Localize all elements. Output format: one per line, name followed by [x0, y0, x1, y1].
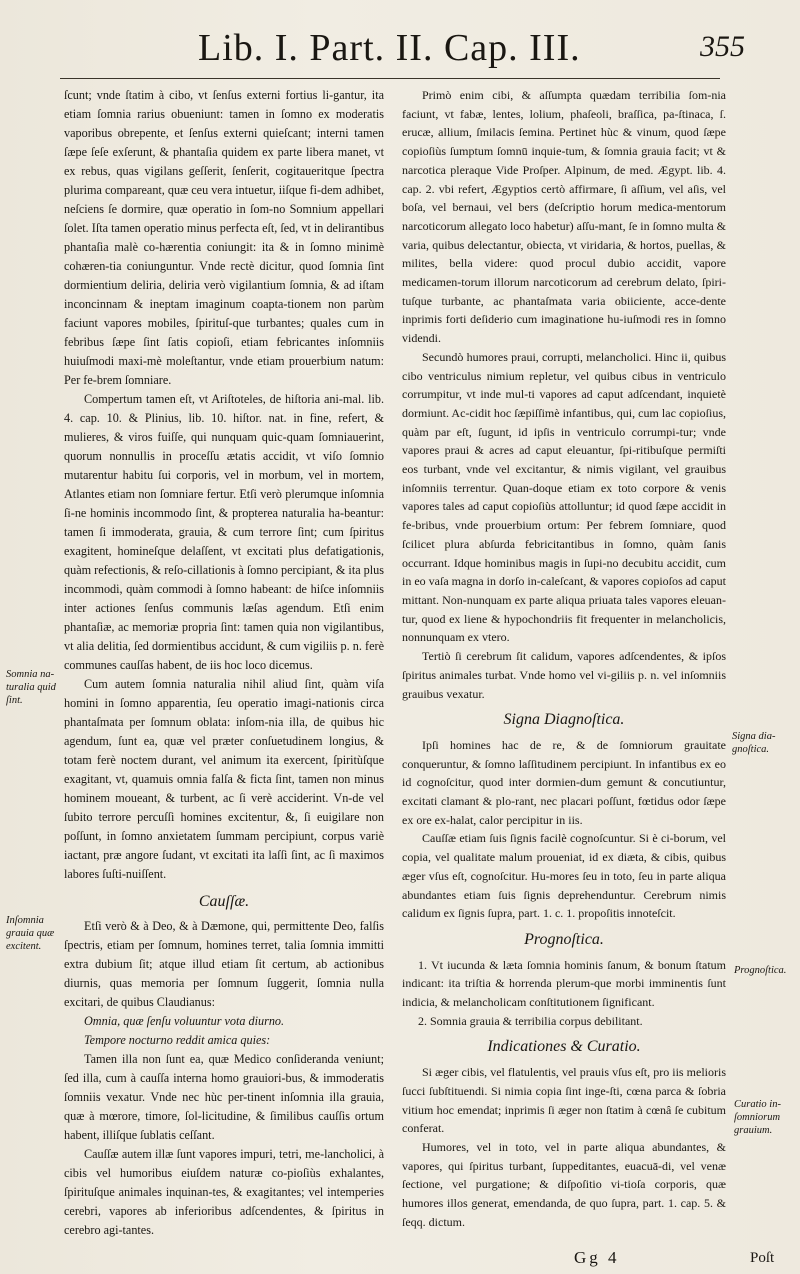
claudian-quote — [64, 1012, 384, 1050]
margin-note-signa-diagnostica: Signa dia-gnoſtica. — [732, 731, 776, 755]
poem-line-1: Omnia, quæ ſenſu voluuntur vota diurno. — [84, 1014, 285, 1028]
margin-note-prognostica: Prognoſtica. — [734, 965, 787, 976]
left-paragraph-1: ſcunt; vnde ſtatim à cibo, vt ſenſus externi fortius li-gantur, ita etiam ſomnia rarius obueniunt: tamen in ſomno ex moderatis vaporibus obrepente, et ſenſus externi quieſcant; interni tamen ſæpe ſeſe exſerunt, & phantaſia quidem ex parte libera manet, vt ex rebus, quas vigilans geſſerit, ſenſerit, cogitaueritque ſpectra plurima compareant, quæ ceu vera intuetur, iiſque fi-dem adhibet, neſciens ſe dormire, quæ operatio in ſom-no Somnium appellari ſolet. Iſta tamen operatio minus perfecta eſt, ſed, vt in delirantibus phantaſia malè co-hærentia coniungit: ita & in ſomno minimè cohæren-tia coniunguntur. Vnde rectè dicitur, quod ſomnia ſint dormientium deliria, deliria verò vigilantium ſomnia, & ad iſtam inconcinnam & ineptam imaginum coapta-tionem non parùm faciunt vapores mobiles, ſpirituſ-que turbantes; quales cum in febribus ſæpe ſint ſatis copioſi, etiam febricantes inſomniis huiuſmodi maxi-mè moleſtantur, vnde etiam prouerbium natum: Per fe-brem ſomniare. — [64, 88, 384, 387]
signa-paragraph-1: Ipſi homines hac de re, & de ſomniorum grauitate conqueruntur, & ſomno laſſitudinem percipiunt. In infantibus ex eo id cognoſcitur, quod inter dormien-dum gemunt & concutiuntur, excitati clamant & plo-rant, nec placari poſſunt, fœtidus odor ſæpe ex ore ex-halat, calor percipitur in iis. — [402, 737, 726, 827]
prognostica-item-1: 1. Vt iucunda & læta ſomnia hominis ſanum, & bonum ſtatum indicant: ita triſtia & horrenda plerum-que morbi imminentis ſunt indicia, & melancholicam conſtitutionem ſignificant. — [402, 957, 726, 1010]
curatio-paragraph-2: Humores, vel in toto, vel in parte aliqua abundantes, & vapores, qui ſpiritus turbant, ſuppeditantes, euacuā-di, vel venæ ſectione, vel purgatione; & diſpoſitio vi-tioſa corporis, quæ humores illos generat, emendanda, de quo ſupra, part. 1. cap. 5. & ſeqq. dictum. — [402, 1139, 726, 1229]
heading-signa-diagnostica: Signa Diagnoſtica. — [503, 711, 625, 729]
heading-prognostica: Prognoſtica. — [524, 930, 604, 948]
header-rule — [60, 78, 720, 79]
poem-line-2: Tempore nocturno reddit amica quies: — [84, 1033, 271, 1047]
running-title: Lib. I. Part. II. Cap. III. — [198, 27, 581, 69]
heading-indicationes: Indicationes & Curatio. — [487, 1038, 641, 1056]
catchword: Poſt — [750, 1250, 775, 1266]
right-column — [402, 86, 726, 1231]
left-causae-paragraph: Etſi verò & à Deo, & à Dæmone, qui, permittente Deo, falſis ſpectris, etiam per ſomnum, homines terret, talia ſomnia immitti extra dubium ſit; atque illud etiam ſit certum, ab actionibus diurnis, quas memoria per ſomnum ſuggerit, ſomnia nulla excitari, de quibus Claudianus: — [64, 919, 384, 1009]
right-paragraph-1: Primò enim cibi, & aſſumpta quædam terribilia ſom-nia faciunt, vt fabæ, lentes, lolium, phaſeoli, braſſica, pa-ſtinaca, ſ. erucæ, allium, ſmilacis ſemina. Pertinet hùc & vinum, quod ſæpe copioſiùs ſumptum ſomnū inquie-tum, & ſomnia grauia facit; vt & narcotica pleraque Vide Proſper. Alpinum, de med. Ægypt. lib. 4. cap. 2. vbi refert, Ægyptios certò affirmare, ſi aſſium, vel aſis, vel boſa, vel bernaui, vel bers (deſcriptio horum medica-mentorum narcoticorum allegato loco habetur) aſſu-mant, ſe in ſomno multa & varia, quibus delectantur, obiecta, vt viridaria, & hortos, puellas, & milites, bella videre: quod procul dubio accidit, vapore medicamen-torum illorum narcoticorum ad cerebrum delato, ſpiri-tuſque turbante, ac phantaſmata varia obiiciente, acce-dente inprimis forti deſiderio cum imaginatione hu-iuſmodi res in ſomno videndi. — [402, 88, 726, 346]
left-paragraph-2: Compertum tamen eſt, vt Ariſtoteles, de hiſtoria ani-mal. lib. 4. cap. 10. & Plinius, lib. 10. hiſtor. nat. in fine, refert, & mulieres, & viros fuiſſe, qui nunquam quic-quam ſomniauerint, quorum nonnullis in proceſſu ætatis accidit, vt viſo ſomnio mutarentur habitu ſui corporis, vel in morbum, vel in mortem, Atlantes etiam non ſomniare fertur. Etſi verò plerumque inſomnia ſi-ne hominis incommodo ſint, & propterea naturalia ha-beantur: tamen ſi immoderata, grauia, & cum terrore ſint; cum ſpiritus exagitent, homineſque delaſſent, vt excitati plus defatigationis, quàm refectionis, & reſo-cillationis à ſomno percipiant, & ita plus incommodi, quàm commodi à ſomno habeant: de hiſce inſomniis inter actiones ſenſus communis læſas agendum. Etſi enim phantaſiæ, ac memoriæ propria ſint: tamen quia non vigilantibus, vt alia delitia, ſed dormientibus accidunt, & cum vigiliis p. n. ferè communes cauſſas habent, de iis hoc loco dicemus. — [64, 392, 384, 672]
prognostica-item-2: 2. Somnia grauia & terribilia corpus debilitant. — [418, 1013, 643, 1028]
margin-note-insomnia-grauia: Inſomnia grauia quæ excitent. — [6, 915, 55, 952]
right-paragraph-2: Secundò humores praui, corrupti, melancholici. Hinc ii, quibus cibo ventriculus nimium repletur, vel quibus cibus in ventriculo corrumpitur, vt inde mul-ti vapores ad caput adſcendant, inquietè dormiunt. Ac-cidit hoc ſæpiſſimè infantibus, qui, cum lac copioſius, quàm par eſt, ſugunt, id ipſis in ventriculo corrumpi-tur; vnde vapores praui & acres ad caput eleuantur, ſpi-ritibuſque permiſti eos turbant, vnde vel excitantur, & nimis vigilant, vel grauibus inſomniis terrentur. Quan-doque etiam ex toto corpore & venis vapores tales ad caput copioſiùs attolluntur; id quod ſæpe accidit in fe-bribus, vnde prouerbium ortum: Per febrem ſomniare, quod ſcilicet plura abſurda febricitantibus in ſomno, quàm ſanis occurrant. Idque hominibus magis in ſupi-no decubitu accidit, cum in eo vaſa magna in dorſo in-caleſcant, & vapores copioſos ad caput mittant. Non-nunquam ex parte aliqua priuata tales vapores eleuan-tur, quod ex liene & hypochondriis fit frequenter in melancholicis, nonnunquam ex vtero. — [402, 349, 726, 645]
page-header — [0, 26, 800, 78]
prognostica-list — [402, 956, 726, 1031]
page-number: 355 — [700, 30, 745, 63]
left-column — [64, 86, 384, 1240]
signa-paragraph-2: Cauſſæ etiam ſuis ſignis facilè cognoſcuntur. Si è ci-borum, vel copia, vel qualitate malum proueniat, id ex diæta, & cibis, quibus æger vſus eſt, cognoſcitur. Hu-mores ſeu in toto, ſeu in parte aliqua abundantes etiam ſuis ſignis deprehenduntur. Cerebrum nimis calidum ex ſignis ſupra, part. 1. c. 1. propoſitis innoteſcit. — [402, 831, 726, 921]
margin-note-somnia-naturalia: Somnia na-turalia quid ſint. — [6, 669, 56, 706]
left-after-poem-2: Cauſſæ autem illæ ſunt vapores impuri, tetri, me-lancholici, à cibis vel humoribus eiuſdem naturæ co-pioſiùs exhalantes, ſpirituſque animales inquinan-tes, & exagitantes; vel intemperies cerebri, vapores ab inferioribus adſcendentes, & ſpiritus in cerebro agi-tantes. — [64, 1147, 384, 1237]
heading-causae: Cauſſæ. — [198, 893, 250, 910]
curatio-paragraph-1: Si æger cibis, vel flatulentis, vel prauis vſus eſt, pro iis melioris ſucci ſubſtituendi. Si nimia copia ſint inge-ſti, cœna parca & ſobria vitium hoc emendat; inprimis ſi æger non ſtatim à cœnâ ſe cubitum conferat. — [402, 1065, 726, 1136]
right-paragraph-3: Tertiò ſi cerebrum ſit calidum, vapores adſcendentes, & ipſos ſpiritus animales turbat. Vnde homo vel vi-giliis p. n. vel inſomniis grauibus vexatur. — [402, 649, 726, 701]
left-paragraph-3: Cum autem ſomnia naturalia nihil aliud ſint, quàm viſa homini in ſomno apparentia, ſeu operatio imagi-nationis circa phantaſmata per ſomnum oblata: inſom-nia illa, de quibus hic agendum, ſunt ea, quæ vel præter conſuetudinem longius, & totam ferè noctem durant, vel animum ita exercent, ſpiritùſque exagitant, vt, quamuis omnia falſa & ficta ſint, tamen non minus hominem moueant, & turbent, ac ſi verè acciderint. Vn-de vel ſubito terrore percuſſi homines excitentur, &, ſi euigilare non poſſunt, in ſomno anxietatem ſummam percipiunt, corpus variè iactant, præ angore ſudant, vt excitati ita laſſi ſint, ac ſi maximos labores ſuſti-nuiſſent. — [64, 677, 384, 881]
signature-mark: Gg 4 — [574, 1248, 620, 1267]
margin-note-curatio: Curatio in-ſomniorum grauium. — [734, 1099, 781, 1136]
left-after-poem-1: Tamen illa non ſunt ea, quæ Medico conſideranda veniunt; ſed illa, cum à cauſſa interna homo grauiori-bus, & immoderatis ſomniis vexatur. Vnde nec hùc per-tinent inſomnia illa grauia, quæ à mœrore, timore, ſol-licitudine, & ſimilibus cauſſis ortum habent, illiſque ſublatis ceſſant. — [64, 1052, 384, 1142]
